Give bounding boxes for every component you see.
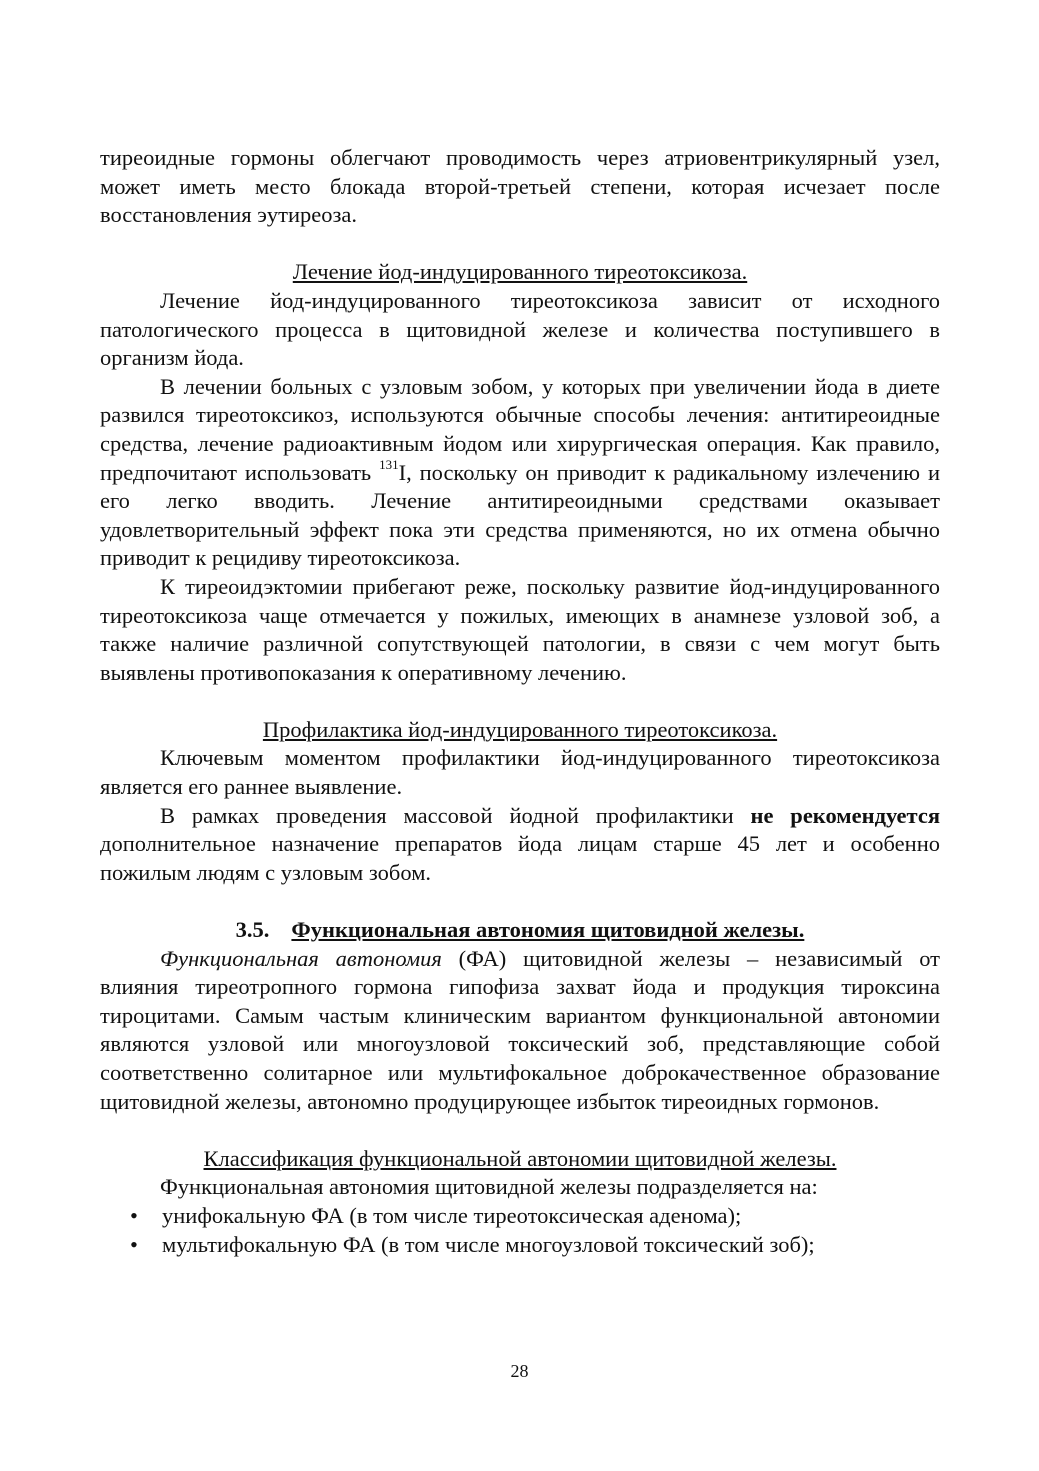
spacer <box>100 687 940 716</box>
classification-heading: Классификация функциональной автономии щитовидной железы. <box>203 1145 837 1171</box>
treatment-paragraph-2-text-b: I, поскольку он приводит к радикальному излечению и его легко вводить. Лечение антитиреоидными средствами оказывает удовлетворительный эффект пока эти средства применяются, но их отмена обычно приводит к рецидиву тиреотоксикоза. <box>100 459 941 571</box>
list-item <box>130 1202 940 1231</box>
isotope-superscript: 131 <box>379 457 399 473</box>
spacer <box>100 1116 940 1145</box>
intro-paragraph: тиреоидные гормоны облегчают проводимость через атриовентрикулярный узел, может иметь место блокада второй-третьей степени, которая исчезает после восстановления эутиреоза. <box>100 145 940 228</box>
spacer <box>100 230 940 259</box>
spacer <box>100 887 940 916</box>
prophylaxis-heading: Профилактика йод-индуцированного тиреотоксикоза. <box>262 716 778 742</box>
prophylaxis-paragraph-1: Ключевым моментом профилактики йод-индуцированного тиреотоксикоза является его раннее выявление. <box>100 745 940 800</box>
bullet-icon: • <box>130 1231 138 1257</box>
section-number: 3.5. <box>235 917 270 943</box>
prophylaxis-paragraph-2-text-a: В рамках проведения массовой йодной профилактики <box>160 802 751 828</box>
prophylaxis-paragraph-2 <box>100 802 940 888</box>
list-item-text: мультифокальную ФА (в том числе многоузловой токсический зоб); <box>162 1231 815 1257</box>
section-heading <box>100 916 940 945</box>
document-page <box>100 144 940 1259</box>
section-term: Функциональная автономия <box>160 945 442 971</box>
classification-list <box>100 1202 940 1259</box>
treatment-paragraph-1: Лечение йод-индуцированного тиреотоксикоза зависит от исходного патологического процесса в щитовидной железе и количества поступившего в организм йода. <box>100 287 940 371</box>
list-item <box>130 1231 940 1260</box>
section-paragraph-1 <box>100 945 940 1117</box>
section-title: Функциональная автономия щитовидной железы. <box>291 917 805 943</box>
classification-intro: Функциональная автономия щитовидной железы подразделяется на: <box>160 1174 818 1200</box>
prophylaxis-paragraph-2-text-b: дополнительное назначение препаратов йода лицам старше 45 лет и особенно пожилым людям с узловым зобом. <box>100 831 940 885</box>
section-paragraph-1-text: (ФА) щитовидной железы – независимый от влияния тиреотропного гормона гипофиза захват йода и продукция тироксина тироцитами. Самым частым клиническим вариантом функциональной автономии являются узловой или многоузловой токсический зоб, представляющие собой соответственно солитарное или мультифокальное доброкачественное образование щитовидной железы, автономно продуцирующее избыток тиреоидных гормонов. <box>100 945 940 1114</box>
list-item-text: унифокальную ФА (в том числе тиреотоксическая аденома); <box>162 1202 742 1228</box>
treatment-paragraph-2 <box>100 373 940 573</box>
bullet-icon: • <box>130 1202 138 1228</box>
treatment-paragraph-3: К тиреоидэктомии прибегают реже, поскольку развитие йод-индуцированного тиреотоксикоза чаще отмечается у пожилых, имеющих в анамнезе узловой зоб, а также наличие различной сопутствующей патологии, в связи с чем могут быть выявлены противопоказания к оперативному лечению. <box>100 573 940 685</box>
page-number: 28 <box>510 1361 529 1381</box>
prophylaxis-emphasis: не рекомендуется <box>750 802 940 828</box>
treatment-heading: Лечение йод-индуцированного тиреотоксикоза. <box>292 259 748 285</box>
treatment-paragraph-2-text-a: В лечении больных с узловым зобом, у которых при увеличении йода в диете развился тиреотоксикоз, используются обычные способы лечения: антитиреоидные средства, лечение радиоактивным йодом или хирургическая операция. Как правило, предпочитают использовать <box>100 373 940 485</box>
